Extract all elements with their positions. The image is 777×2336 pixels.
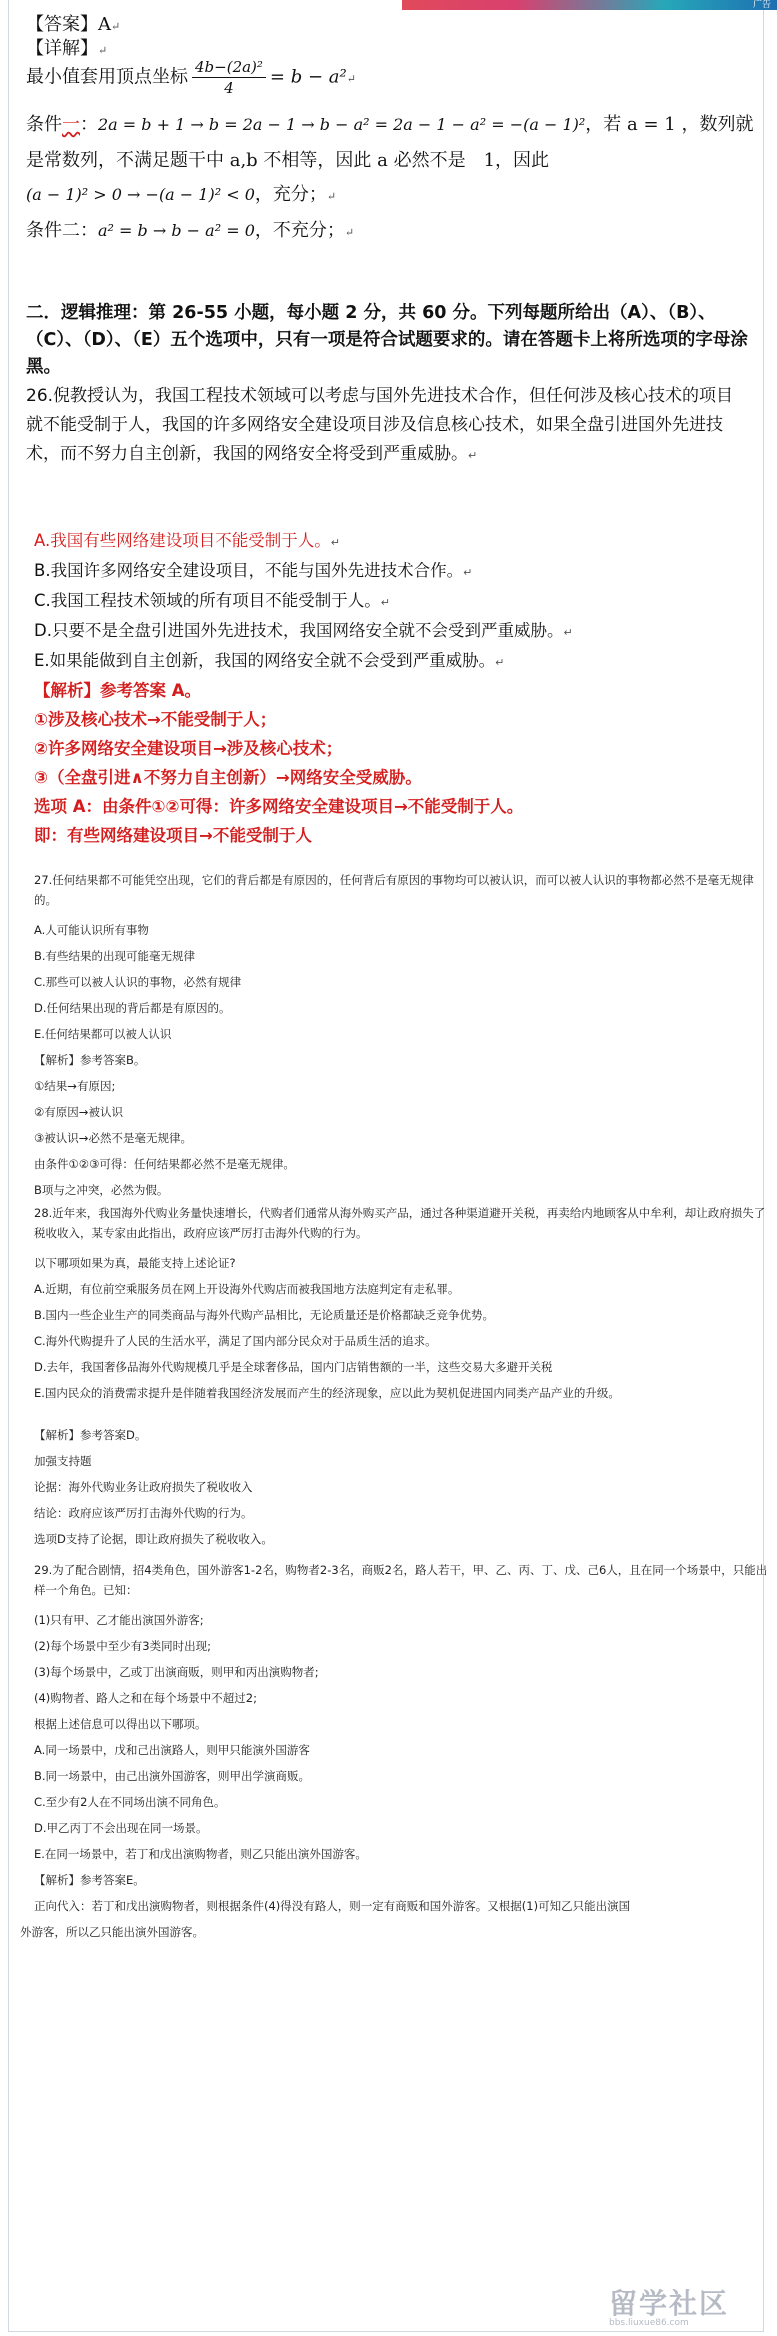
question-28-stem: 28.近年来，我国海外代购业务量快速增长，代购者们通常从海外购买产品，通过各种渠道避开关税，再卖给内地顾客从中牟利，却让政府损失了税收收入，某专家由此指出，政府应该严厉打击海外代购的行为。 (34, 1206, 766, 1240)
option-c (34, 587, 754, 617)
return-mark: ↵ (330, 536, 340, 549)
analysis-line: 加强支持题 (34, 1454, 92, 1468)
option-e (34, 647, 754, 677)
option-c: C.那些可以被人认识的事物，必然有规律 (34, 975, 242, 989)
detail-text: 【详解】 (26, 38, 98, 59)
option-text: B.我国许多网络安全建设项目，不能与国外先进技术合作。 (34, 561, 464, 580)
analysis-line: ②许多网络安全建设项目→涉及核心技术； (34, 739, 343, 758)
option-b: B.同一场景中，由己出演外国游客，则甲出学演商贩。 (34, 1769, 311, 1783)
option-a: A.人可能认识所有事物 (34, 923, 149, 937)
sufficient-math: (a − 1)² > 0 → −(a − 1)² < 0 (26, 185, 255, 204)
condition-3: (3)每个场景中，乙或丁出演商贩，则甲和丙出演购物者; (34, 1665, 319, 1679)
question-27-stem: 27.任何结果都不可能凭空出现，它们的背后都是有原因的，任何背后有原因的事物均可以被认识，而可以被人认识的事物都必然不是毫无规律的。 (34, 873, 754, 907)
option-e: E.任何结果都可以被人认识 (34, 1027, 172, 1041)
condition-one-label: 条件 (26, 114, 62, 135)
answer-line (26, 10, 120, 36)
constant-sequence-line (26, 146, 549, 172)
question-26-options (34, 527, 754, 677)
condition-two-text: ，不充分； (254, 220, 345, 241)
option-a: A.同一场景中，戊和己出演路人，则甲只能演外国游客 (34, 1743, 310, 1757)
return-mark: ↵ (563, 626, 573, 639)
banner-badge: 广告 (752, 0, 771, 10)
analysis-line: 由条件①②③可得：任何结果都必然不是毫无规律。 (34, 1157, 295, 1171)
return-mark: ↵ (346, 72, 356, 86)
site-watermark (609, 2282, 759, 2330)
option-b: B.有些结果的出现可能毫无规律 (34, 949, 196, 963)
watermark-url: bbs.liuxue86.com (609, 2318, 689, 2328)
option-c: C.海外代购提升了人民的生活水平，满足了国内部分民众对于品质生活的追求。 (34, 1334, 437, 1348)
return-mark: ↵ (468, 449, 478, 462)
condition-4: (4)购物者、路人之和在每个场景中不超过2; (34, 1691, 257, 1705)
option-text: C.我国工程技术领域的所有项目不能受制于人。 (34, 591, 381, 610)
option-e: E.国内民众的消费需求提升是伴随着我国经济发展而产生的经济现象，应以此为契机促进国内同类产品产业的升级。 (34, 1386, 620, 1400)
analysis-line: 论据：海外代购业务让政府损失了税收收入 (34, 1480, 253, 1494)
analysis-line: ①涉及核心技术→不能受制于人； (34, 710, 277, 729)
condition-one-math: 2a = b + 1 → b = 2a − 1 → b − a² = 2a − 1 − a² = −(a − 1)² (98, 115, 586, 134)
question-28-prompt: 以下哪项如果为真，最能支持上述论证? (34, 1256, 236, 1270)
return-mark: ↵ (111, 20, 121, 33)
vertex-fraction (192, 58, 266, 97)
analysis-line: 【解析】参考答案E。 (34, 1873, 145, 1887)
analysis-line: 外游客，所以乙只能出演外国游客。 (20, 1925, 204, 1939)
condition-one-line (26, 110, 753, 136)
logic-section-heading: 二．逻辑推理：第 26-55 小题，每小题 2 分，共 60 分。下列每题所给出（A）、（B）、（C）、（D）、（E）五个选项中，只有一项是符合试题要求的。请在答题卡上将所选项的字母涂黑。 (26, 303, 748, 377)
analysis-line: 即：有些网络建设项目→不能受制于人 (34, 826, 312, 845)
corner-banner-ad[interactable] (402, 0, 777, 10)
question-26-text: 26.倪教授认为，我国工程技术领域可以考虑与国外先进技术合作，但任何涉及核心技术的项目就不能受制于人，我国的许多网络安全建设项目涉及信息核心技术，如果全盘引进国外先进技术，而不努力自主创新，我国的网络安全将受到严重威胁。 (26, 386, 734, 464)
option-c: C.至少有2人在不同场出演不同角色。 (34, 1795, 226, 1809)
option-d: D.甲乙丙丁不会出现在同一场景。 (34, 1821, 208, 1835)
analysis-line: 选项 A：由条件①②可得：许多网络安全建设项目→不能受制于人。 (34, 797, 524, 816)
return-mark: ↵ (98, 44, 108, 57)
vertex-formula-label: 最小值套用顶点坐标 (26, 66, 188, 88)
vertex-formula-line (26, 58, 356, 97)
analysis-line: 选项D支持了论据，即让政府损失了税收收入。 (34, 1532, 273, 1546)
return-mark: ↵ (344, 226, 355, 239)
condition-one-sep: ： (80, 114, 98, 135)
analysis-line: 正向代入：若丁和戊出演购物者，则根据条件(4)得没有路人，则一定有商贩和国外游客。又根据(1)可知乙只能出演国 (34, 1899, 631, 1913)
sufficient-line (26, 180, 336, 206)
option-d (34, 617, 754, 647)
analysis-line: ③（全盘引进∧不努力自主创新）→网络安全受威胁。 (34, 768, 422, 787)
detail-line (26, 34, 107, 60)
option-b (34, 557, 754, 587)
return-mark: ↵ (463, 566, 473, 579)
watermark-logo-text: 留学社区 (609, 2287, 730, 2320)
analysis-line: 结论：政府应该严厉打击海外代购的行为。 (34, 1506, 253, 1520)
option-e: E.在同一场景中，若丁和戊出演购物者，则乙只能出演外国游客。 (34, 1847, 367, 1861)
fraction-denominator: 4 (224, 79, 234, 97)
analysis-line: ①结果→有原因; (34, 1079, 116, 1093)
condition-two-label: 条件二： (26, 220, 98, 241)
option-text: A.我国有些网络建设项目不能受制于人。 (34, 531, 331, 550)
sufficient-text: ，充分； (254, 184, 327, 205)
option-text: D.只要不是全盘引进国外先进技术，我国网络安全就不会受到严重威胁。 (34, 621, 564, 640)
option-b: B.国内一些企业生产的同类商品与海外代购产品相比，无论质量还是价格都缺乏竞争优势。 (34, 1308, 495, 1322)
condition-two-math: a² = b → b − a² = 0 (98, 221, 255, 240)
answer-text: 【答案】A (26, 14, 111, 35)
condition-2: (2)每个场景中至少有3类同时出现; (34, 1639, 211, 1653)
analysis-line: 【解析】参考答案B。 (34, 1053, 146, 1067)
question-26-analysis (34, 677, 754, 851)
analysis-line: B项与之冲突，必然为假。 (34, 1183, 169, 1197)
constant-sequence-text: 是常数列，不满足题干中 a,b 不相等，因此 a 必然不是 1，因此 (26, 150, 550, 171)
condition-two-line (26, 216, 354, 242)
condition-1: (1)只有甲、乙才能出演国外游客; (34, 1613, 204, 1627)
condition-one-marked-char: 一 (62, 114, 80, 135)
analysis-line: ②有原因→被认识 (34, 1105, 123, 1119)
fraction-numerator: 4b−(2a)² (192, 58, 266, 78)
analysis-line: 【解析】参考答案D。 (34, 1428, 147, 1442)
option-d: D.任何结果出现的背后都是有原因的。 (34, 1001, 231, 1015)
question-29-stem: 29.为了配合剧情，招4类角色，国外游客1-2名，购物者2-3名，商贩2名，路人若干，甲、乙、丙、丁、戊、己6人，且在同一个场景中，只能出样一个角色。已知： (34, 1563, 768, 1597)
return-mark: ↵ (380, 596, 390, 609)
analysis-line: 【解析】参考答案 A。 (34, 681, 202, 700)
option-a: A.近期，有位前空乘服务员在网上开设海外代购店而被我国地方法庭判定有走私罪。 (34, 1282, 460, 1296)
option-d: D.去年，我国奢侈品海外代购规模几乎是全球奢侈品，国内门店销售额的一半，这些交易大多避开关税 (34, 1360, 553, 1374)
option-a (34, 527, 754, 557)
option-text: E.如果能做到自主创新，我国的网络安全就不会受到严重威胁。 (34, 651, 496, 670)
return-mark: ↵ (326, 190, 337, 203)
vertex-formula-result: = b − a² (269, 66, 347, 88)
return-mark: ↵ (495, 656, 505, 669)
question-26-stem (26, 382, 746, 470)
question-29-prompt: 根据上述信息可以得出以下哪项。 (34, 1717, 207, 1731)
analysis-line: ③被认识→必然不是毫无规律。 (34, 1131, 192, 1145)
condition-one-text: ，若 a = 1 ，数列就 (585, 114, 754, 135)
